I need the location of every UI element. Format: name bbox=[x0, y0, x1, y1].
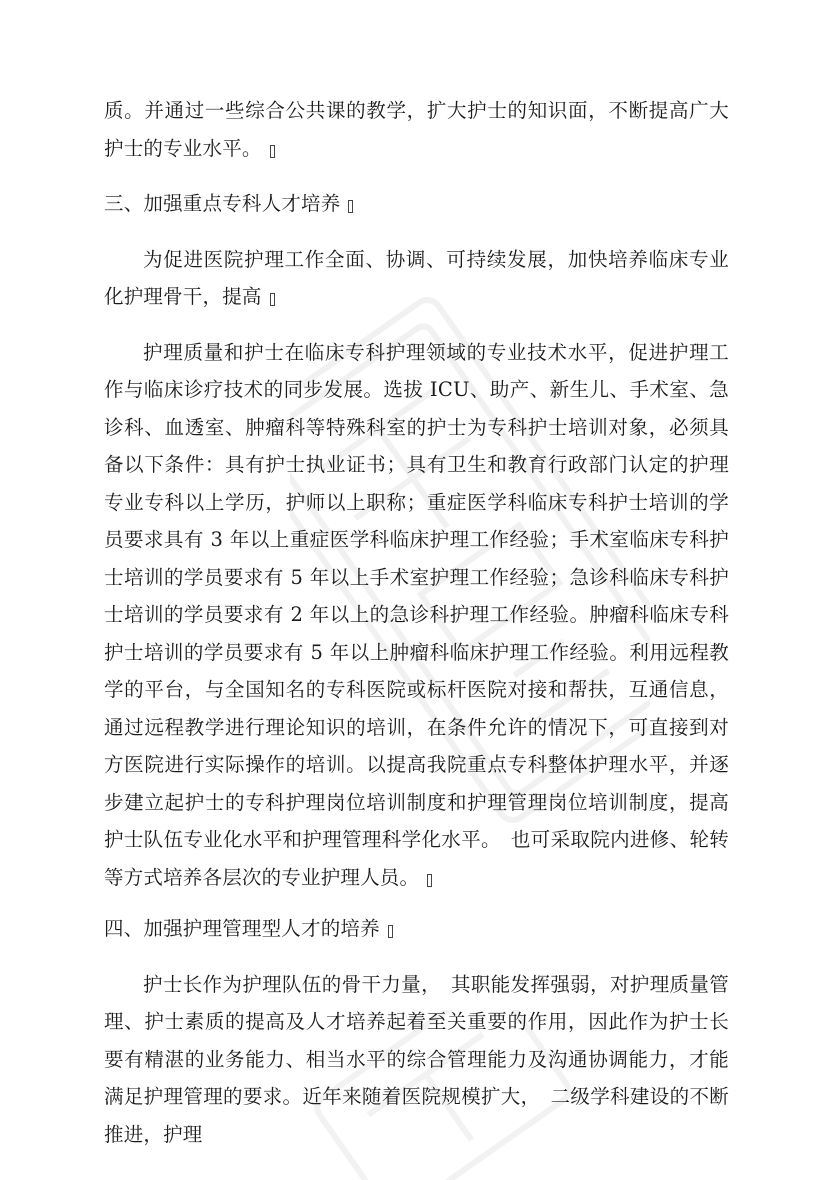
document-body bbox=[104, 92, 729, 1153]
paragraph-specialist-detail: 护理质量和护士在临床专科护理领域的专业技术水平，促进护理工作与临床诊疗技术的同步发展。选拔 ICU、助产、新生儿、手术室、急诊科、血透室、肿瘤科等特殊科室的护士为专科护士培训对象，必须具备以下条件：具有护士执业证书；具有卫生和教育行政部门认定的护理专业专科以上学历，护师以上职称；重症医学科临床专科护士培训的学员要求具有 3 年以上重症医学科临床护理工作经验；手术室临床专科护士培训的学员要求有 5 年以上手术室护理工作经验；急诊科临床专科护士培训的学员要求有 2 年以上的急诊科护理工作经验。肿瘤科临床专科护士培训的学员要求有 5 年以上肿瘤科临床护理工作经验。利用远程教学的平台，与全国知名的专科医院或标杆医院对接和帮扶，互通信息，通过远程教学进行理论知识的培训，在条件允许的情况下，可直接到对方医院进行实际操作的培训。以提高我院重点专科整体护理水平，并逐步建立起护士的专科护理岗位培训制度和护理管理岗位培训制度，提高护士队伍专业化水平和护理管理科学化水平。 也可采取院内进修、轮转等方式培养各层次的专业护理人员。 bbox=[104, 340, 729, 889]
paragraph-continued: 质。并通过一些综合公共课的教学，扩大护士的知识面，不断提高广大护士的专业水平。 bbox=[104, 99, 729, 160]
paragraph-mark-icon bbox=[427, 874, 432, 887]
paragraph-head-nurse: 护士长作为护理队伍的骨干力量， 其职能发挥强弱，对护理质量管理、护士素质的提高及人才培养起着至关重要的作用，因此作为护士长要有精湛的业务能力、相当水平的综合管理能力及沟通协调能力，才能满足护理管理的要求。近年来随着医院规模扩大， 二级学科建设的不断推进，护理 bbox=[104, 972, 729, 1146]
section-heading-4: 四、加强护理管理型人才的培养 bbox=[104, 910, 729, 948]
paragraph-mark-icon bbox=[270, 293, 275, 306]
paragraph-mark-icon bbox=[270, 145, 275, 158]
section-heading-3: 三、加强重点专科人才培养 bbox=[104, 185, 729, 223]
paragraph-specialist-intro: 为促进医院护理工作全面、协调、可持续发展，加快培养临床专业化护理骨干，提高 bbox=[104, 247, 729, 308]
paragraph-mark-icon bbox=[388, 925, 393, 938]
paragraph-mark-icon bbox=[348, 200, 353, 213]
